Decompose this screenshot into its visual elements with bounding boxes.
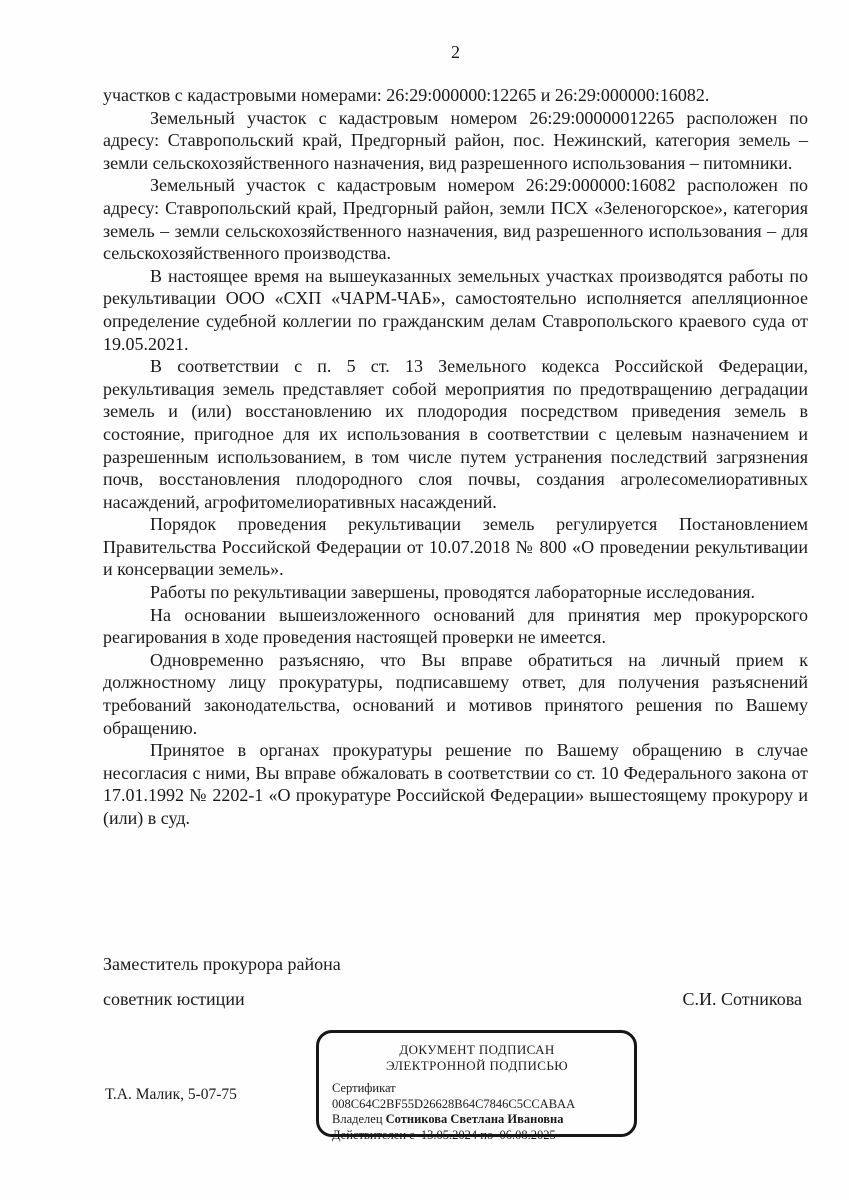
electronic-signature-stamp xyxy=(316,1030,637,1142)
stamp-certificate xyxy=(332,1081,622,1112)
paragraph-parcel-12265: Земельный участок с кадастровым номером 26:29:00000012265 расположен по адресу: Ставропольский край, Предгорный район, пос. Нежинский, категория земель – земли сельскохозяйственного назначения, вид разрешенного использования – питомники. xyxy=(103,107,808,173)
stamp-certificate-label: Сертификат xyxy=(332,1081,396,1095)
signature-row xyxy=(103,988,802,1011)
paragraph-parcel-16082: Земельный участок с кадастровым номером 26:29:000000:16082 расположен по адресу: Ставропольский край, Предгорный район, земли ПСХ «Зеленогорское», категория земель – земли сельскохозяйственного назначения, вид разрешенного использования – для сельскохозяйственного производства. xyxy=(103,175,808,264)
stamp-validity: Действителен с 13.05.2024 по 06.08.2025 xyxy=(332,1127,556,1142)
signature-name: С.И. Сотникова xyxy=(682,989,802,1009)
page-number: 2 xyxy=(451,42,460,62)
stamp-owner-label: Владелец xyxy=(332,1112,383,1126)
stamp-title xyxy=(332,1042,622,1073)
paragraph-personal-reception: Одновременно разъясняю, что Вы вправе обратиться на личный прием к должностному лицу прокуратуры, подписавшему ответ, для получения разъяснений требований законодательства, оснований и мотивов принятого решения по Вашему обращению. xyxy=(103,649,808,738)
signature-position: Заместитель прокурора района xyxy=(103,954,341,974)
paragraph-government-decree: Порядок проведения рекультивации земель регулируется Постановлением Правительства Российской Федерации от 10.07.2018 № 800 «О проведении рекультивации и консервации земель». xyxy=(103,514,808,580)
paragraph-lab-research: Работы по рекультивации завершены, проводятся лабораторные исследования. xyxy=(150,582,755,603)
executor-contact: Т.А. Малик, 5-07-75 xyxy=(105,1086,237,1103)
stamp-owner xyxy=(332,1112,622,1128)
stamp-title-line2: ЭЛЕКТРОННОЙ ПОДПИСЬЮ xyxy=(386,1057,568,1073)
signature-block xyxy=(103,953,802,1011)
paragraph-no-grounds: На основании вышеизложенного оснований для принятия мер прокурорского реагирования в ходе проведения настоящей проверки не имеется. xyxy=(103,604,808,648)
stamp-title-line1: ДОКУМЕНТ ПОДПИСАН xyxy=(399,1042,555,1057)
stamp-owner-name: Сотникова Светлана Ивановна xyxy=(385,1112,564,1126)
document-body xyxy=(103,84,808,830)
paragraph-continuation: участков с кадастровыми номерами: 26:29:000000:12265 и 26:29:000000:16082. xyxy=(103,85,710,105)
stamp-certificate-value: 008C64C2BF55D26628B64C7846C5CCABAA xyxy=(332,1096,576,1111)
paragraph-recultivation-works: В настоящее время на вышеуказанных земельных участках производятся работы по рекультивации ООО «СХП «ЧАРМ-ЧАБ», самостоятельно исполняется апелляционное определение судебной коллегии по гражданским делам Ставропольского краевого суда от 19.05.2021. xyxy=(103,265,808,354)
paragraph-land-code: В соответствии с п. 5 ст. 13 Земельного кодекса Российской Федерации, рекультивация земель представляет собой мероприятия по предотвращению деградации земель и (или) восстановлению их плодородия посредством приведения земель в состояние, пригодное для их использования в соответствии с целевым назначением и разрешенным использованием, в том числе путем устранения последствий загрязнения почв, восстановления плодородного слоя почвы, создания агролесомелиоративных насаждений, агрофитомелиоративных насаждений. xyxy=(103,356,808,512)
signature-rank: советник юстиции xyxy=(103,989,245,1009)
paragraph-appeal-rights: Принятое в органах прокуратуры решение по Вашему обращению в случае несогласия с ними, Вы вправе обжаловать в соответствии со ст. 10 Федерального закона от 17.01.1992 № 2202-1 «О прокуратуре Российской Федерации» вышестоящему прокурору и (или) в суд. xyxy=(103,740,808,828)
